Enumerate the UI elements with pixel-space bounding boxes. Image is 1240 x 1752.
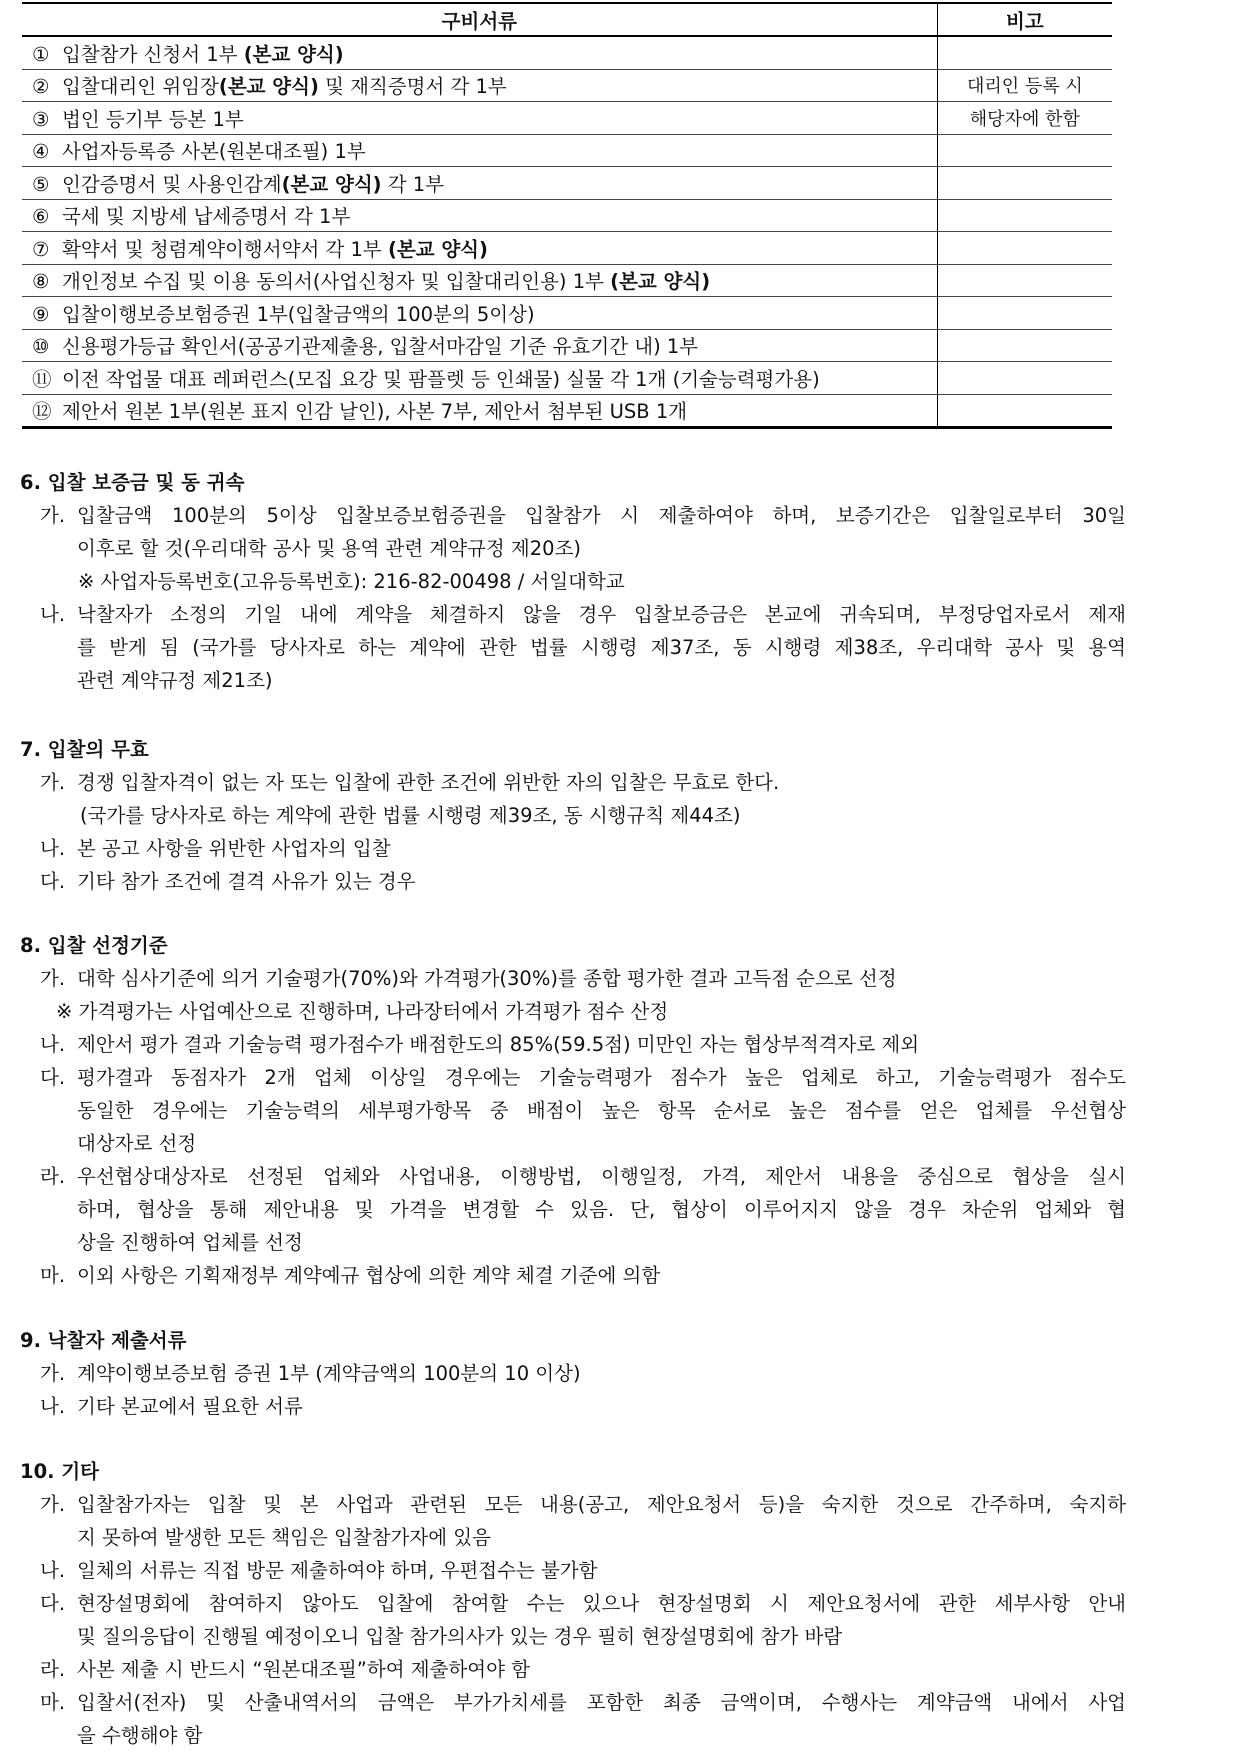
section-7 <box>20 733 1130 898</box>
item-text: 및 재직증명서 각 1부 <box>318 75 507 99</box>
section-8 <box>20 929 1130 1292</box>
header-documents: 구비서류 <box>22 3 937 36</box>
remarks-cell <box>937 329 1112 362</box>
section-9-title: 9. 낙찰자 제출서류 <box>20 1329 187 1352</box>
list-item: 나. 기타 본교에서 필요한 서류 <box>40 1395 303 1418</box>
item-text: 개인정보 수집 및 이용 동의서(사업신청자 및 입찰대리인용) 1부 <box>62 270 611 294</box>
item-number: ⑨ <box>32 302 50 326</box>
table-row <box>22 264 1112 297</box>
section-6-title: 6. 입찰 보증금 및 동 귀속 <box>20 471 245 494</box>
item-text: 각 1부 <box>381 172 445 196</box>
remarks-cell: 해당자에 한함 <box>937 102 1112 135</box>
list-item-continued: (국가를 당사자로 하는 계약에 관한 법률 시행령 제39조, 동 시행규칙 제44조) <box>80 804 741 827</box>
list-item: 가. 대학 심사기준에 의거 기술평가(70%)와 가격평가(30%)를 종합 평가한 결과 고득점 순으로 선정 <box>40 967 897 990</box>
note-text: ※ 가격평가는 사업예산으로 진행하며, 나라장터에서 가격평가 점수 산정 <box>56 1000 669 1023</box>
form-note-bold: (본교 양식) <box>610 270 711 294</box>
remarks-cell <box>937 394 1112 428</box>
table-row <box>22 167 1112 200</box>
list-item: 나. 본 공고 사항을 위반한 사업자의 입찰 <box>40 837 391 860</box>
list-item: 가. 계약이행보증보험 증권 1부 (계약금액의 100분의 10 이상) <box>40 1362 581 1385</box>
table-header-row <box>22 3 1112 36</box>
form-note-bold: (본교 양식) <box>243 42 344 66</box>
item-number: ③ <box>32 107 50 131</box>
table-row <box>22 394 1112 428</box>
item-number: ④ <box>32 140 50 164</box>
item-number: ⑤ <box>32 172 50 196</box>
item-text: 입찰이행보증보험증권 1부(입찰금액의 100분의 5이상) <box>62 302 535 326</box>
table-row <box>22 36 1112 69</box>
list-item-continued: 을 수행해야 함 <box>77 1724 203 1747</box>
list-item-continued: 하며, 협상을 통해 제안내용 및 가격을 변경할 수 있음. 단, 협상이 이루어지지 않을 경우 차순위 업체와 협 <box>77 1198 1126 1221</box>
remarks-cell: 대리인 등록 시 <box>937 69 1112 102</box>
document-item-cell <box>22 102 937 135</box>
item-number: ⑧ <box>32 270 50 294</box>
list-item: 나. 제안서 평가 결과 기술능력 평가점수가 배점한도의 85%(59.5점) 미만인 자는 협상부적격자로 제외 <box>40 1033 920 1056</box>
table-row <box>22 362 1112 395</box>
list-item-continued: 동일한 경우에는 기술능력의 세부평가항목 중 배점이 높은 항목 순서로 높은 점수를 얻은 업체를 우선협상 <box>77 1099 1126 1122</box>
item-text: 법인 등기부 등본 1부 <box>62 107 244 131</box>
list-item-continued: 이후로 할 것(우리대학 공사 및 용역 관련 계약규정 제20조) <box>77 537 582 560</box>
document-item-cell <box>22 167 937 200</box>
item-text: 인감증명서 및 사용인감계 <box>62 172 282 196</box>
list-item-continued: 를 받게 됨 (국가를 당사자로 하는 계약에 관한 법률 시행령 제37조, 동 시행령 제38조, 우리대학 공사 및 용역 <box>77 636 1126 659</box>
list-item: 다. 현장설명회에 참여하지 않아도 입찰에 참여할 수는 있으나 현장설명회 시 제안요청서에 관한 세부사항 안내 <box>40 1592 1126 1615</box>
document-item-cell <box>22 329 937 362</box>
document-item-cell <box>22 134 937 167</box>
item-number: ① <box>32 42 50 66</box>
table-row <box>22 232 1112 265</box>
item-text: 사업자등록증 사본(원본대조필) 1부 <box>62 140 366 164</box>
list-item: 나. 낙찰자가 소정의 기일 내에 계약을 체결하지 않을 경우 입찰보증금은 본교에 귀속되며, 부정당업자로서 제재 <box>40 603 1126 626</box>
list-item: 마. 이외 사항은 기획재정부 계약예규 협상에 의한 계약 체결 기준에 의함 <box>40 1264 661 1287</box>
document-item-cell <box>22 394 937 428</box>
table-row <box>22 329 1112 362</box>
document-item-cell <box>22 69 937 102</box>
document-item-cell <box>22 232 937 265</box>
remarks-cell <box>937 36 1112 69</box>
list-item: 다. 평가결과 동점자가 2개 업체 이상일 경우에는 기술능력평가 점수가 높은 업체로 하고, 기술능력평가 점수도 <box>40 1066 1126 1089</box>
item-text: 신용평가등급 확인서(공공기관제출용, 입찰서마감일 기준 유효기간 내) 1부 <box>62 335 699 359</box>
table-row <box>22 102 1112 135</box>
document-item-cell <box>22 199 937 232</box>
remarks-cell <box>937 199 1112 232</box>
item-text: 국세 및 지방세 납세증명서 각 1부 <box>62 205 351 229</box>
list-item-continued: 상을 진행하여 업체를 선정 <box>77 1231 303 1254</box>
note-text: ※ 사업자등록번호(고유등록번호): 216-82-00498 / 서일대학교 <box>78 570 625 593</box>
form-note-bold: (본교 양식) <box>387 237 488 261</box>
list-item-continued: 대상자로 선정 <box>77 1132 197 1155</box>
list-item: 마. 입찰서(전자) 및 산출내역서의 금액은 부가가치세를 포함한 최종 금액이며, 수행사는 계약금액 내에서 사업 <box>40 1691 1126 1714</box>
item-text: 이전 작업물 대표 레퍼런스(모집 요강 및 팜플렛 등 인쇄물) 실물 각 1개 (기술능력평가용) <box>62 367 820 391</box>
section-9 <box>20 1324 1130 1423</box>
header-remarks: 비고 <box>937 3 1112 36</box>
table-row <box>22 199 1112 232</box>
list-item-continued: 지 못하여 발생한 모든 책임은 입찰참가자에 있음 <box>77 1526 491 1549</box>
document-item-cell <box>22 297 937 330</box>
section-8-title: 8. 입찰 선정기준 <box>20 934 168 957</box>
list-item: 라. 우선협상대상자로 선정된 업체와 사업내용, 이행방법, 이행일정, 가격, 제안서 내용을 중심으로 협상을 실시 <box>40 1165 1126 1188</box>
list-item: 나. 일체의 서류는 직접 방문 제출하여야 하며, 우편접수는 불가함 <box>40 1559 598 1582</box>
remarks-cell <box>937 167 1112 200</box>
list-item: 가. 입찰참가자는 입찰 및 본 사업과 관련된 모든 내용(공고, 제안요청서 등)을 숙지한 것으로 간주하며, 숙지하 <box>40 1493 1126 1516</box>
section-6 <box>20 466 1130 697</box>
item-number: ⑥ <box>32 205 50 229</box>
remarks-cell <box>937 362 1112 395</box>
list-item-continued: 관련 계약규정 제21조) <box>77 669 273 692</box>
item-text: 확약서 및 청렴계약이행서약서 각 1부 <box>62 237 388 261</box>
section-7-title: 7. 입찰의 무효 <box>20 738 149 761</box>
required-documents-table <box>22 2 1112 429</box>
item-text: 입찰대리인 위임장 <box>62 75 219 99</box>
document-item-cell <box>22 36 937 69</box>
list-item-continued: 및 질의응답이 진행될 예정이오니 입찰 참가의사가 있는 경우 필히 현장설명회에 참가 바람 <box>77 1625 843 1648</box>
list-item: 가. 경쟁 입찰자격이 없는 자 또는 입찰에 관한 조건에 위반한 자의 입찰은 무효로 한다. <box>40 771 780 794</box>
list-item: 라. 사본 제출 시 반드시 “원본대조필”하여 제출하여야 함 <box>40 1658 530 1681</box>
list-item: 다. 기타 참가 조건에 결격 사유가 있는 경우 <box>40 870 416 893</box>
remarks-cell <box>937 297 1112 330</box>
remarks-cell <box>937 264 1112 297</box>
form-note-bold: (본교 양식) <box>281 172 382 196</box>
item-number: ⑫ <box>32 400 52 424</box>
section-10 <box>20 1455 1130 1752</box>
remarks-cell <box>937 134 1112 167</box>
item-number: ⑩ <box>32 335 50 359</box>
table-row <box>22 297 1112 330</box>
item-text: 제안서 원본 1부(원본 표지 인감 날인), 사본 7부, 제안서 첨부된 USB 1개 <box>62 400 688 424</box>
table-row <box>22 69 1112 102</box>
item-number: ⑦ <box>32 237 50 261</box>
remarks-cell <box>937 232 1112 265</box>
table-row <box>22 134 1112 167</box>
item-text: 입찰참가 신청서 1부 <box>62 42 244 66</box>
form-note-bold: (본교 양식) <box>218 75 319 99</box>
item-number: ② <box>32 75 50 99</box>
list-item: 가. 입찰금액 100분의 5이상 입찰보증보험증권을 입찰참가 시 제출하여야 하며, 보증기간은 입찰일로부터 30일 <box>40 504 1126 527</box>
section-10-title: 10. 기타 <box>20 1460 100 1483</box>
table-body <box>22 36 1112 428</box>
document-item-cell <box>22 264 937 297</box>
document-item-cell <box>22 362 937 395</box>
item-number: ⑪ <box>32 367 52 391</box>
